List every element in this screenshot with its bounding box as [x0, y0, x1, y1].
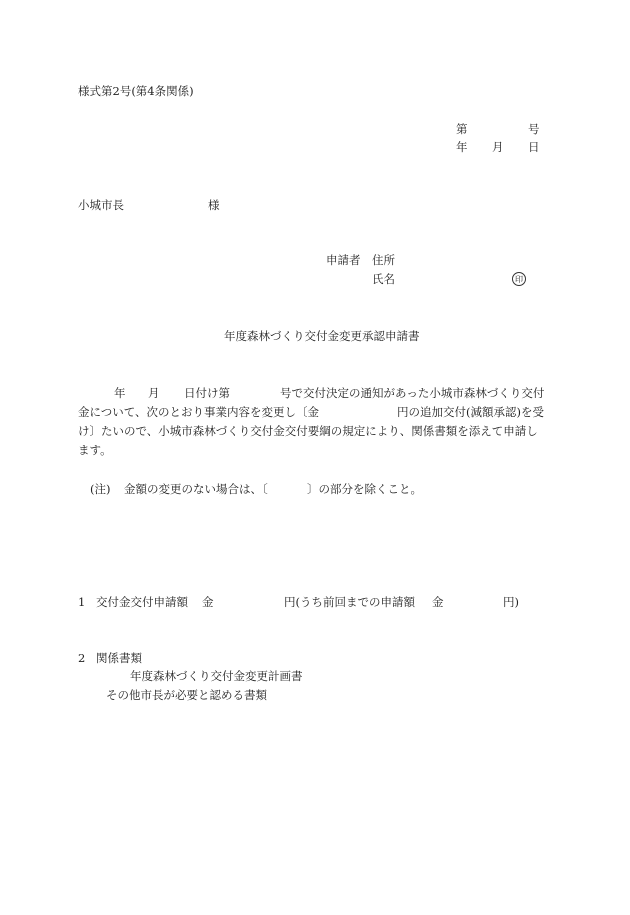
body-dated: 日付け第: [184, 386, 230, 400]
item2-doc1: 年度森林づくり交付金変更計画書: [130, 669, 303, 683]
addressee-honorific: 様: [208, 198, 220, 212]
document-title: 年度森林づくり交付金変更承認申請書: [224, 329, 420, 343]
form-number: 様式第2号(第4条関係): [78, 84, 194, 98]
applicant-name-label: 氏名: [372, 272, 395, 286]
item1-kin2: 金: [432, 595, 444, 609]
item1-yen-open: 円(うち前回までの申請額: [284, 595, 415, 609]
body-month: 月: [148, 386, 160, 400]
date-month: 月: [492, 140, 504, 154]
item2-label: 関係書類: [96, 651, 142, 665]
body-line3: け〕たいので、小城市森林づくり交付金交付要綱の規定により、関係書類を添えて申請し: [78, 424, 538, 438]
item1-label: 交付金交付申請額: [96, 595, 188, 609]
seal-mark: 印: [512, 272, 526, 286]
applicant-label: 申請者: [326, 253, 361, 267]
note-label: (注): [90, 482, 111, 496]
item1-yen-close: 円): [503, 595, 519, 609]
date-day: 日: [528, 140, 540, 154]
applicant-address-label: 住所: [372, 253, 395, 267]
body-line2-start: 金について、次のとおり事業内容を変更し〔金: [78, 405, 320, 419]
note-end: 〕の部分を除くこと。: [307, 482, 422, 496]
addressee-title: 小城市長: [78, 198, 124, 212]
body-line2-rest: 円の追加交付(減額承認)を受: [397, 405, 544, 419]
date-year: 年: [456, 140, 468, 154]
body-year: 年: [114, 386, 126, 400]
doc-number-go: 号: [528, 122, 540, 136]
item2-number: 2: [78, 651, 86, 665]
note-start: 金額の変更のない場合は、〔: [124, 482, 268, 496]
item1-kin: 金: [202, 595, 214, 609]
body-line1-rest: 号で交付決定の通知があった小城市森林づくり交付: [280, 386, 545, 400]
item1-number: 1: [78, 595, 86, 609]
body-line4: ます。: [78, 443, 112, 457]
item2-doc2: その他市長が必要と認める書類: [106, 688, 267, 702]
doc-number-dai: 第: [456, 122, 468, 136]
